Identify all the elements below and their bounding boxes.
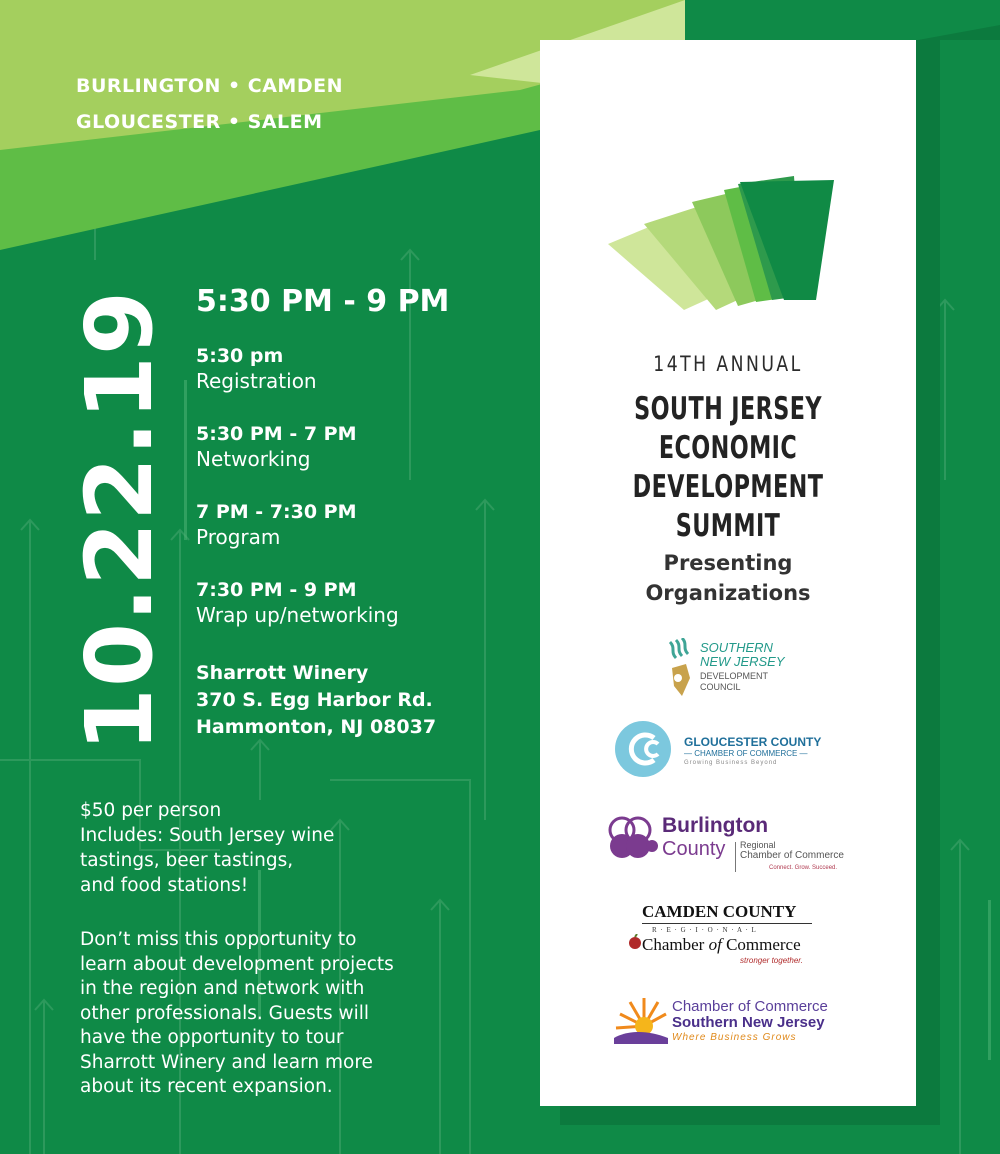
summit-title-line: SOUTH JERSEY ECONOMIC [634, 391, 822, 466]
summit-title-line: DEVELOPMENT SUMMIT [632, 469, 824, 544]
summit-title [578, 390, 879, 546]
pricing-info [80, 798, 480, 898]
org-logo-snjdc [664, 638, 804, 700]
gloucester-name: GLOUCESTER COUNTY [684, 735, 822, 749]
schedule-item [196, 344, 516, 422]
price: $50 per person [80, 800, 222, 821]
schedule-time: 7 PM - 7:30 PM [196, 501, 357, 523]
schedule [196, 344, 516, 656]
venue-street: 370 S. Egg Harbor Rd. [196, 689, 433, 711]
counties-list [76, 68, 343, 140]
includes-line: Includes: South Jersey wine [80, 825, 335, 846]
camden-apple-icon [628, 934, 642, 950]
summit-logo-icon [606, 176, 846, 326]
gloucester-sub: — CHAMBER OF COMMERCE — [684, 749, 808, 758]
snjdc-line-3: DEVELOPMENT [700, 671, 769, 681]
camden-commerce-word: Commerce [726, 935, 801, 954]
presenting-line: Presenting [663, 551, 793, 575]
org-logo-camden [628, 902, 828, 968]
camden-regional: R · E · G · I · O · N · A · L [652, 926, 757, 934]
event-date: 10.22.19 [66, 290, 173, 752]
burlington-name-2: County [662, 838, 726, 860]
venue-address [196, 660, 436, 741]
description-line: Don’t miss this opportunity to [80, 929, 357, 950]
csnj-tagline: Where Business Grows [672, 1032, 797, 1043]
description-line: learn about development projects [80, 953, 394, 975]
schedule-time: 7:30 PM - 9 PM [196, 579, 357, 601]
snjdc-emblem-icon [664, 638, 698, 700]
schedule-desc: Registration [196, 369, 317, 393]
burlington-regional: Regional [740, 840, 776, 850]
snjdc-line-2: NEW JERSEY [700, 654, 785, 669]
burlington-name-1: Burlington [662, 814, 769, 837]
snjdc-line-4: COUNCIL [700, 682, 741, 692]
schedule-desc: Program [196, 525, 281, 549]
summit-panel [540, 40, 916, 1106]
camden-tagline: stronger together. [740, 956, 803, 965]
description-line: in the region and network with [80, 978, 365, 999]
summit-edition: 14TH ANNUAL [653, 352, 803, 376]
csnj-line-2: Southern New Jersey [672, 1014, 825, 1031]
camden-rule [642, 923, 812, 924]
includes-line: and food stations! [80, 875, 249, 896]
org-logo-burlington [608, 812, 848, 874]
burlington-tagline: Connect. Grow. Succeed. [769, 865, 838, 871]
gloucester-gc-icon [614, 720, 672, 778]
counties-line-1: BURLINGTON • CAMDEN [76, 75, 343, 97]
camden-name: CAMDEN COUNTY [642, 902, 797, 921]
camden-chamber-word: Chamber [642, 935, 705, 954]
org-logo-csnj [614, 994, 854, 1050]
schedule-time: 5:30 PM - 7 PM [196, 423, 357, 445]
description-line: Sharrott Winery and learn more [80, 1051, 373, 1073]
gloucester-tagline: Growing Business Beyond [684, 760, 778, 766]
includes-line: tastings, beer tastings, [80, 850, 294, 871]
schedule-item [196, 578, 516, 656]
venue-city: Hammonton, NJ 08037 [196, 716, 437, 738]
burlington-bcrcc-icon [608, 814, 658, 864]
csnj-line-1: Chamber of Commerce [672, 998, 828, 1015]
description-line: other professionals. Guests will [80, 1002, 370, 1024]
schedule-desc: Networking [196, 447, 311, 471]
org-logo-gloucester [614, 720, 844, 780]
csnj-sunburst-icon [614, 996, 668, 1046]
schedule-item [196, 422, 516, 500]
schedule-item [196, 500, 516, 578]
event-description [80, 928, 480, 1100]
snjdc-line-1: SOUTHERN [700, 640, 773, 655]
presenting-line: Organizations [645, 581, 811, 605]
schedule-desc: Wrap up/networking [196, 603, 399, 627]
description-line: have the opportunity to tour [80, 1027, 344, 1048]
event-time-range: 5:30 PM - 9 PM [196, 284, 450, 319]
camden-of-word: of [708, 935, 722, 954]
camden-chamber [642, 935, 801, 955]
schedule-time: 5:30 pm [196, 345, 284, 367]
burlington-chamber: Chamber of Commerce [740, 850, 844, 861]
counties-line-2: GLOUCESTER • SALEM [76, 111, 323, 133]
presenting-heading [540, 548, 916, 608]
burlington-divider [735, 842, 736, 872]
venue-name: Sharrott Winery [196, 662, 369, 684]
description-line: about its recent expansion. [80, 1076, 333, 1097]
